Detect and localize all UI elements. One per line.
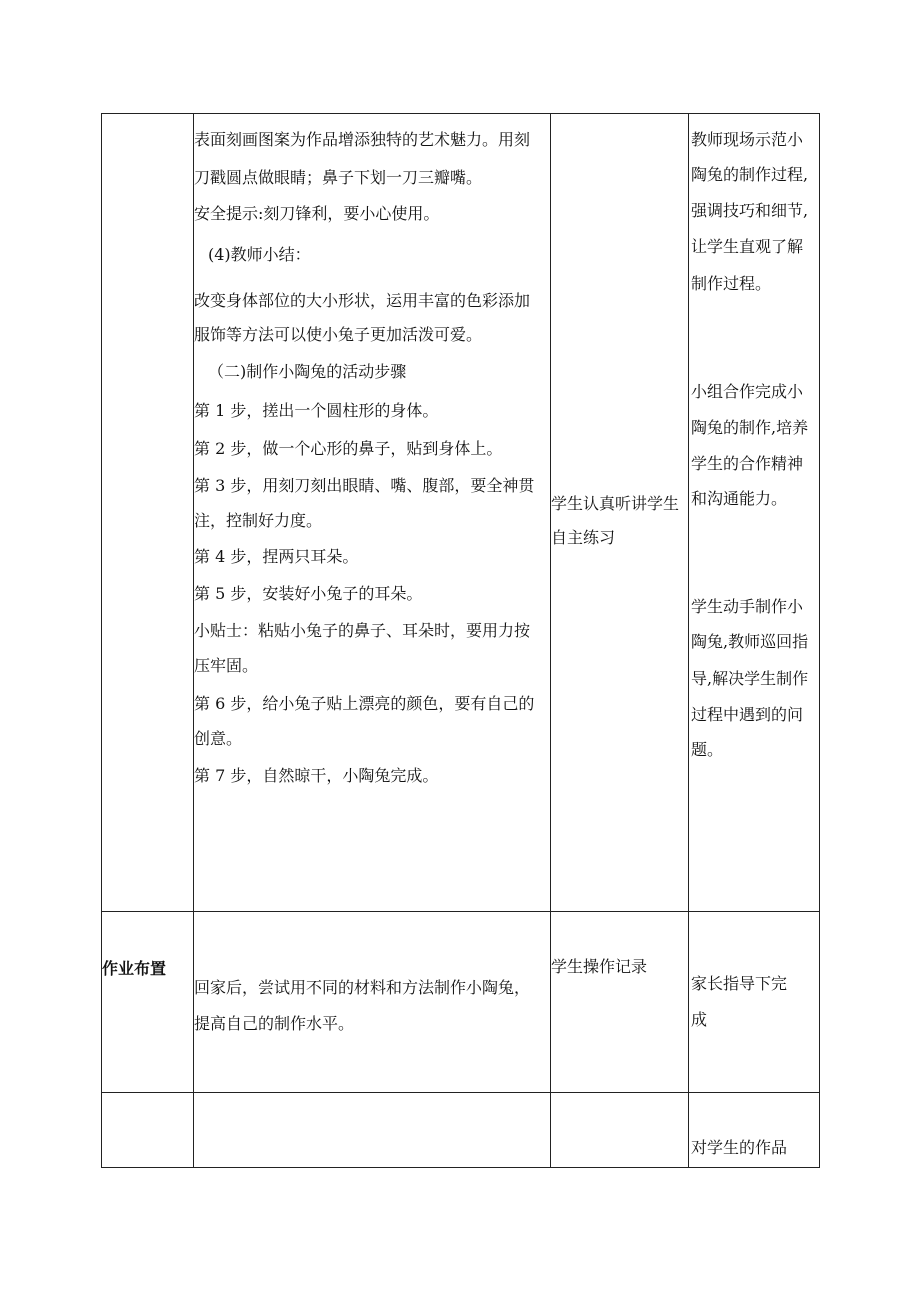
tip-line: 小贴士：粘贴小兔子的鼻子、耳朵时，要用力按 bbox=[194, 621, 531, 640]
step-line: 创意。 bbox=[194, 729, 243, 748]
design-line: 制作过程。 bbox=[691, 274, 772, 293]
stage-label-cell bbox=[102, 1093, 194, 1168]
teaching-content-cell bbox=[194, 114, 551, 912]
tip-line: 压牢固。 bbox=[194, 656, 259, 675]
student-activity-cell bbox=[551, 1093, 689, 1168]
table-row-homework bbox=[102, 912, 820, 1093]
content-line: 改变身体部位的大小形状，运用丰富的色彩添加 bbox=[194, 291, 531, 310]
content-line: 刀戳圆点做眼睛；鼻子下划一刀三瓣嘴。 bbox=[194, 168, 483, 187]
step-line: 第 2 步，做一个心形的鼻子，贴到身体上。 bbox=[194, 439, 503, 458]
teaching-content-cell bbox=[194, 1093, 551, 1168]
design-line: 和沟通能力。 bbox=[691, 489, 788, 508]
student-activity-cell bbox=[551, 912, 689, 1093]
design-line: 对学生的作品 bbox=[691, 1138, 788, 1157]
table-row-activity bbox=[102, 114, 820, 912]
stage-label-cell bbox=[102, 912, 194, 1093]
design-line: 成 bbox=[691, 1010, 708, 1029]
design-line: 教师现场示范小 bbox=[691, 130, 804, 149]
section-heading: （二)制作小陶兔的活动步骤 bbox=[208, 362, 407, 381]
design-line: 过程中遇到的问 bbox=[691, 705, 804, 724]
student-activity-cell bbox=[551, 114, 689, 912]
design-line: 强调技巧和细节, bbox=[691, 201, 809, 220]
table-row-evaluation bbox=[102, 1093, 820, 1168]
design-intent-cell bbox=[689, 114, 820, 912]
design-line: 题。 bbox=[691, 740, 724, 759]
student-line: 学生认真听讲学生 bbox=[551, 494, 680, 513]
student-line: 自主练习 bbox=[551, 528, 616, 547]
step-line: 第 4 步，捏两只耳朵。 bbox=[194, 547, 359, 566]
step-line: 第 3 步，用刻刀刻出眼睛、嘴、腹部，要全神贯 bbox=[194, 476, 535, 495]
content-line: 表面刻画图案为作品增添独特的艺术魅力。用刻 bbox=[194, 130, 531, 149]
design-intent-cell bbox=[689, 912, 820, 1093]
design-line: 陶兔,教师巡回指 bbox=[691, 632, 809, 651]
teaching-content-cell bbox=[194, 912, 551, 1093]
homework-line: 提高自己的制作水平。 bbox=[194, 1014, 355, 1033]
design-line: 学生的合作精神 bbox=[691, 454, 804, 473]
step-line: 注，控制好力度。 bbox=[194, 511, 323, 530]
homework-label: 作业布置 bbox=[102, 959, 167, 978]
content-line: 服饰等方法可以使小兔子更加活泼可爱。 bbox=[194, 325, 483, 344]
design-line: 小组合作完成小 bbox=[691, 382, 804, 401]
homework-line: 回家后，尝试用不同的材料和方法制作小陶兔， bbox=[194, 978, 531, 997]
content-line: (4)教师小结： bbox=[208, 245, 311, 264]
step-line: 第 5 步，安装好小兔子的耳朵。 bbox=[194, 584, 423, 603]
step-line: 第 1 步，搓出一个圆柱形的身体。 bbox=[194, 401, 439, 420]
lesson-plan-table bbox=[101, 113, 820, 1168]
step-line: 第 7 步，自然晾干，小陶兔完成。 bbox=[194, 766, 439, 785]
design-intent-cell bbox=[689, 1093, 820, 1168]
design-line: 陶兔的制作,培养 bbox=[691, 418, 809, 437]
design-line: 学生动手制作小 bbox=[691, 597, 804, 616]
stage-label-cell bbox=[102, 114, 194, 912]
content-line: 安全提示:刻刀锋利，要小心使用。 bbox=[194, 204, 440, 223]
design-line: 家长指导下完 bbox=[691, 974, 788, 993]
step-line: 第 6 步，给小兔子贴上漂亮的颜色，要有自己的 bbox=[194, 694, 535, 713]
design-line: 让学生直观了解 bbox=[691, 237, 804, 256]
design-line: 导,解决学生制作 bbox=[691, 669, 809, 688]
design-line: 陶兔的制作过程, bbox=[691, 165, 809, 184]
student-line: 学生操作记录 bbox=[551, 957, 648, 976]
